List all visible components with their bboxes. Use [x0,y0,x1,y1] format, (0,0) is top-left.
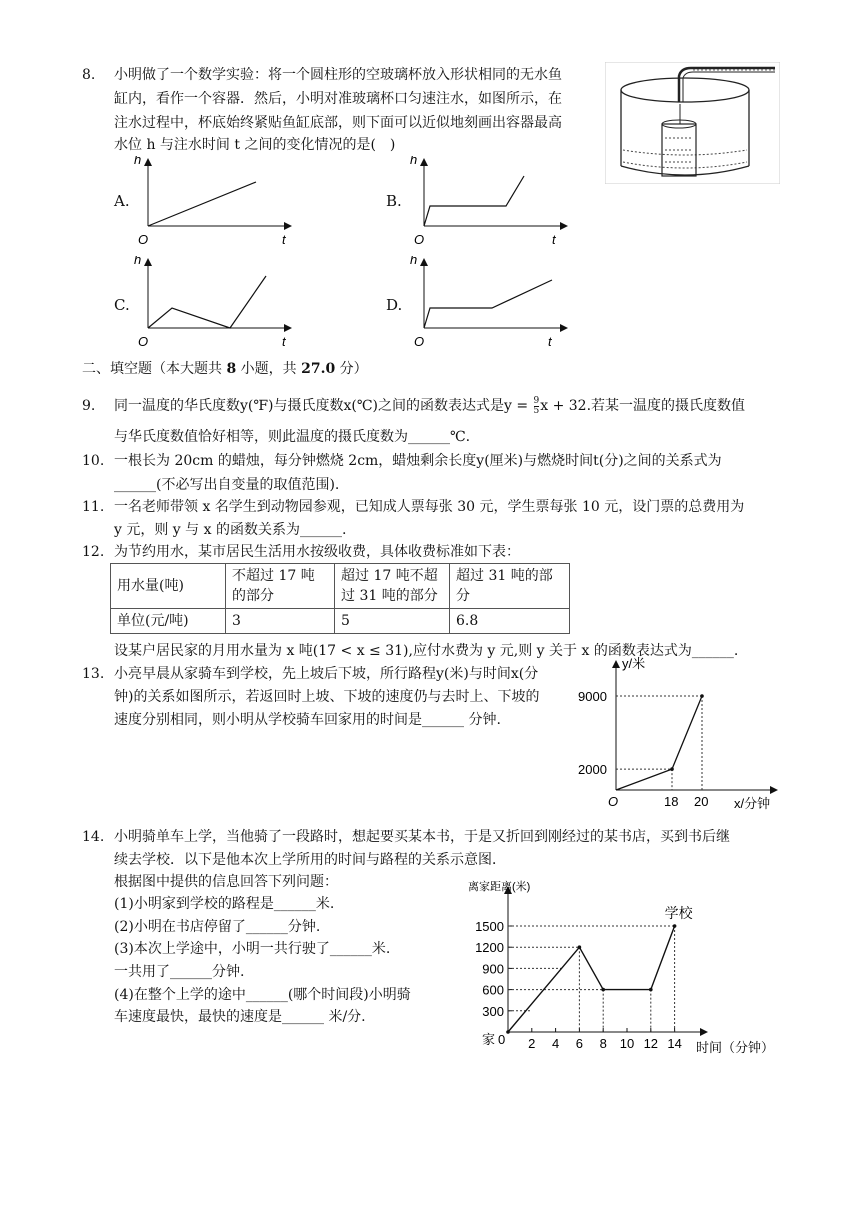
q10-number: 10. [82,453,105,469]
table-cell: 超过 17 吨不超过 31 吨的部分 [335,564,450,609]
q8-d-origin: O [414,334,425,348]
q14-sub-5: (4)在整个上学的途中______(哪个时间段)小明骑 [114,987,411,1003]
q8-option-d-graph[interactable] [410,256,570,348]
q13-chart [574,654,786,814]
q14-ytick: 900 [482,961,504,977]
table-row [111,564,570,609]
q8-c-axis-y: h [134,256,142,267]
q14-xtick: 8 [599,1036,607,1051]
q14-xlabel: 时间（分钟） [696,1040,775,1055]
q14-sub-2: (2)小明在书店停留了______分钟. [114,919,321,935]
q8-b-axis-x: t [552,232,556,247]
q8-option-a-label[interactable]: A. [114,192,130,210]
q14-origin-label: 家 [482,1032,496,1047]
q13-line-1: 小亮早晨从家骑车到学校，先上坡后下坡，所行路程y(米)与时间x(分 [114,666,539,682]
q8-option-b-label[interactable]: B. [386,192,402,210]
q8-c-curve [148,276,266,328]
q13-xtick: 20 [694,794,709,809]
q14-ylabel: 离家距离(米) [468,881,531,893]
q13-origin: O [608,794,619,809]
q13-series-line [616,696,702,790]
q14-point [506,1030,510,1034]
q12-line-2: 设某户居民家的月用水量为 x 吨(17 < x ≤ 31),应付水费为 y 元,则 y 关于 x 的函数表达式为______. [114,643,739,659]
q14-point [649,988,653,992]
q8-d-axis-y: h [410,256,418,267]
q9-number: 9. [82,398,96,414]
table-cell: 超过 31 吨的部分 [450,564,570,609]
q8-line-2: 缸内，看作一个容器．然后，小明对准玻璃杯口匀速注水，如图所示，在 [114,91,562,107]
q13-ylabel: y/米 [622,656,646,671]
q14-xtick: 10 [619,1036,635,1051]
q8-a-curve [148,182,256,226]
q13-xtick: 18 [664,794,679,809]
q8-option-c-label[interactable]: C. [114,296,130,314]
q14-point [601,988,605,992]
table-cell: 6.8 [450,609,570,634]
table-cell: 不超过 17 吨的部分 [226,564,335,609]
q8-b-origin: O [414,232,425,247]
q8-a-origin: O [138,232,149,247]
q12-number: 12. [82,544,105,560]
fish-tank-illustration [605,62,780,184]
q14-sub-1: (1)小明家到学校的路程是______米. [114,896,335,912]
q14-line-2: 续去学校．以下是他本次上学所用的时间与路程的关系示意图． [114,852,506,868]
q12-line-1: 为节约用水，某市居民生活用水按级收费，具体收费标准如下表： [114,544,520,560]
q14-number: 14. [82,829,105,845]
q14-sub-6: 车速度最快，最快的速度是______ 米/分. [114,1009,366,1025]
q8-line-4: 水位 h 与注水时间 t 之间的变化情况的是( ) [114,137,396,153]
table-cell: 3 [226,609,335,634]
table-cell: 5 [335,609,450,634]
q8-option-d-label[interactable]: D. [386,296,403,314]
q13-point [670,767,674,771]
q8-a-axis-y: h [134,156,142,167]
q14-line-1: 小明骑单车上学，当他骑了一段路时，想起要买某本书，于是又折回到刚经过的某书店，买到书后继 [114,829,730,845]
q14-xtick: 12 [643,1036,659,1051]
table-cell: 用水量(吨) [111,564,226,609]
q9-fraction: $\frac{9}{5}$ [533,395,540,416]
q9-line-1: 同一温度的华氏度数y(℉)与摄氏度数x(℃)之间的函数表达式是y = $\frac{9}{5}$ x + 32.若某一温度的摄氏度数值 [114,395,746,416]
q14-chart [462,876,788,1056]
q14-end-label: 学校 [664,905,693,921]
q14-series-line [508,926,675,1032]
q14-ytick: 1200 [475,940,504,956]
q11-line-2: y 元，则 y 与 x 的函数关系为______. [114,522,347,538]
q10-line-1: 一根长为 20cm 的蜡烛，每分钟燃烧 2cm，蜡烛剩余长度y(厘米)与燃烧时间t(分)之间的关系式为 [114,453,722,469]
q13-ytick: 2000 [578,762,607,778]
section-2-heading: 二、填空题（本大题共 8 小题，共 27.0 分） [82,361,368,377]
q14-zero: 0 [498,1032,506,1047]
q13-xlabel: x/分钟 [734,796,771,811]
q9-line-2: 与华氏度数值恰好相等，则此温度的摄氏度数为______℃. [114,429,471,445]
q8-number: 8. [82,67,96,83]
q8-line-1: 小明做了一个数学实验：将一个圆柱形的空玻璃杯放入形状相同的无水鱼 [114,67,562,83]
q13-line-3: 速度分别相同，则小明从学校骑车回家用的时间是______ 分钟. [114,712,501,728]
q14-xtick: 4 [551,1036,560,1051]
q14-ytick: 600 [482,982,504,998]
q14-sub-0: 根据图中提供的信息回答下列问题： [114,874,338,890]
q8-d-curve [424,280,552,328]
q8-line-3: 注水过程中，杯底始终紧贴鱼缸底部，则下面可以近似地刻画出容器最高 [114,115,562,131]
q8-a-axis-x: t [282,232,286,247]
q13-point [700,694,704,698]
q14-xtick: 6 [575,1036,584,1051]
q8-d-axis-x: t [548,334,552,348]
q11-number: 11. [82,499,105,515]
table-cell: 单位(元/吨) [111,609,226,634]
q8-b-axis-y: h [410,156,418,167]
q8-option-a-graph[interactable] [134,156,294,248]
q14-point [578,945,582,949]
q11-line-1: 一名老师带领 x 名学生到动物园参观，已知成人票每张 30 元，学生票每张 10 元，设门票的总费用为 [114,499,745,515]
q14-xtick: 14 [667,1036,682,1051]
q8-option-b-graph[interactable] [410,156,570,248]
q13-number: 13. [82,666,105,682]
q12-fee-table [110,563,570,634]
q14-xtick: 2 [528,1036,536,1051]
q14-ytick: 300 [482,1003,504,1019]
q10-line-2: ______(不必写出自变量的取值范围). [114,477,340,493]
q8-option-c-graph[interactable] [134,256,294,348]
q14-sub-4: 一共用了______分钟. [114,964,245,980]
q14-point [673,924,677,928]
q14-sub-3: (3)本次上学途中，小明一共行驶了______米. [114,941,391,957]
q13-line-2: 钟)的关系如图所示，若返回时上坡、下坡的速度仍与去时上、下坡的 [114,689,540,705]
q13-ytick: 9000 [578,689,607,704]
table-row [111,609,570,634]
q14-ytick: 1500 [475,919,504,934]
q8-c-axis-x: t [282,334,286,348]
q8-c-origin: O [138,334,149,348]
q8-b-curve [424,176,524,226]
